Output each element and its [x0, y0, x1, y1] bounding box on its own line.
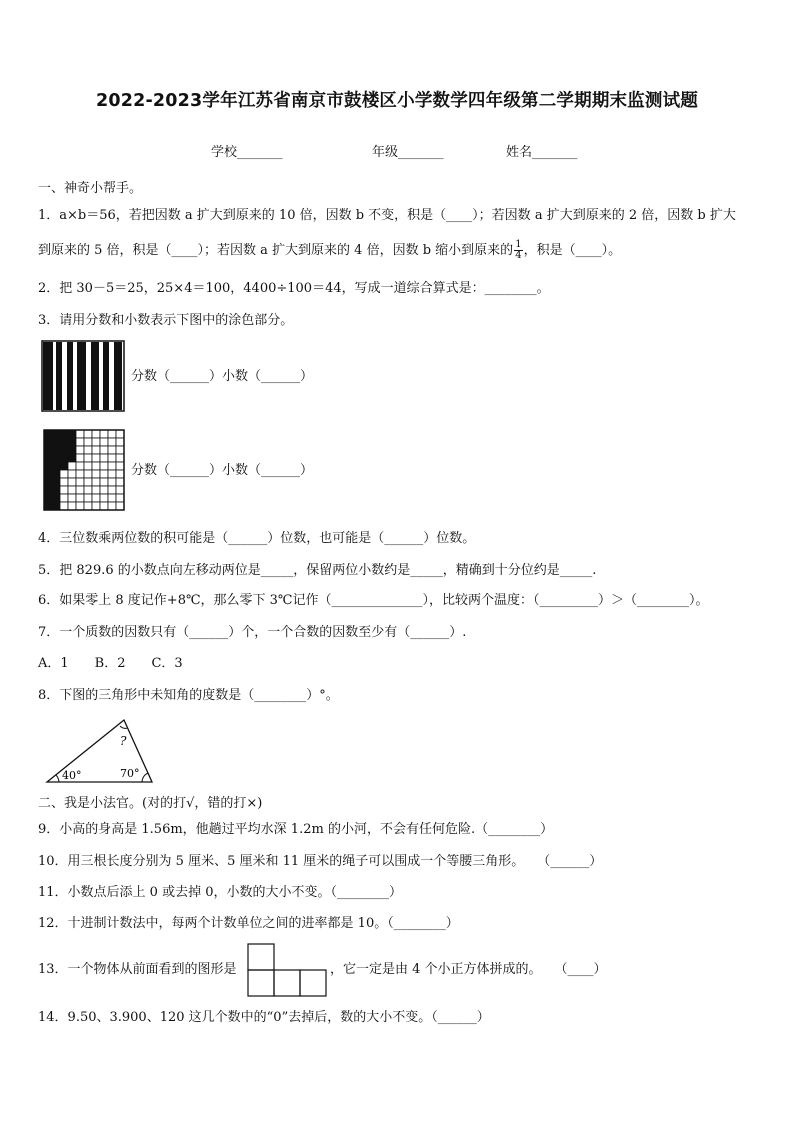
- grid-cell: [92, 446, 100, 454]
- grid-cell: [100, 454, 108, 462]
- view-cell: [300, 970, 326, 996]
- shaded-grid-cell: [60, 462, 68, 470]
- school-field: 学校_______: [211, 145, 283, 160]
- grid-cell: [68, 462, 76, 470]
- shaded-grid-cell: [44, 486, 52, 494]
- shaded-grid-cell: [52, 478, 60, 486]
- shaded-grid-cell: [60, 446, 68, 454]
- grid-cell: [116, 438, 124, 446]
- grid-cell: [76, 438, 84, 446]
- grid-cell: [100, 478, 108, 486]
- question-3-figure-2-answer: 分数（______）小数（______）: [131, 463, 314, 478]
- shaded-grid-cell: [44, 462, 52, 470]
- left-angle-arc: [56, 775, 59, 782]
- shaded-stripe: [114, 342, 122, 410]
- question-1-line-2: [38, 240, 621, 261]
- grid-cell: [68, 502, 76, 510]
- grid-cell: [108, 438, 116, 446]
- question-2: 2．把 30－5＝25，25×4＝100，4400÷100＝44，写成一道综合算式是：________。: [38, 281, 550, 296]
- grid-cell: [92, 502, 100, 510]
- grid-cell: [84, 446, 92, 454]
- grade-field: 年级_______: [372, 145, 444, 160]
- grid-cell: [60, 502, 68, 510]
- grid-cell: [84, 430, 92, 438]
- question-1-line-2b: ，积是（____）。: [523, 243, 622, 258]
- grid-cell: [68, 470, 76, 478]
- shaded-grid-cell: [44, 430, 52, 438]
- grid-cell: [116, 494, 124, 502]
- grid-cell: [100, 462, 108, 470]
- grid-cell: [76, 486, 84, 494]
- grid-cell: [108, 454, 116, 462]
- question-5: 5．把 829.6 的小数点向左移动两位是_____，保留两位小数约是_____，精确到十分位约是_____.: [38, 563, 597, 578]
- grid-cell: [68, 494, 76, 502]
- grid-cell: [92, 438, 100, 446]
- grid-cell: [100, 438, 108, 446]
- question-10: 10．用三根长度分别为 5 厘米、5 厘米和 11 厘米的绳子可以围成一个等腰三角形。 （______）: [38, 854, 603, 869]
- shaded-grid-cell: [52, 438, 60, 446]
- view-cell: [248, 970, 274, 996]
- fraction-numerator: 1: [515, 239, 522, 250]
- angle-70-label: 70°: [120, 767, 140, 780]
- question-7: 7．一个质数的因数只有（______）个，一个合数的因数至少有（______）.: [38, 625, 467, 640]
- grid-cell: [76, 502, 84, 510]
- shaded-grid-cell: [44, 454, 52, 462]
- grid-cell: [84, 462, 92, 470]
- shaded-grid-cell: [52, 446, 60, 454]
- grid-cell: [84, 494, 92, 502]
- question-4: 4．三位数乘两位数的积可能是（______）位数，也可能是（______）位数。: [38, 531, 476, 546]
- shaded-grid-cell: [52, 502, 60, 510]
- grid-cell: [100, 486, 108, 494]
- grid-cell: [92, 494, 100, 502]
- striped-rectangle-figure: [41, 340, 125, 412]
- shaded-grid-cell: [60, 438, 68, 446]
- question-13-part-b: ，它一定是由 4 个小正方体拼成的。 （____）: [330, 962, 607, 977]
- fraction-denominator: 4: [515, 250, 522, 261]
- grid-cell: [108, 470, 116, 478]
- grid-cell: [116, 446, 124, 454]
- shaded-grid-cell: [52, 462, 60, 470]
- question-8: 8．下图的三角形中未知角的度数是（________）°。: [38, 688, 339, 703]
- grid-cell: [84, 454, 92, 462]
- grid-cell: [60, 486, 68, 494]
- grid-cell: [84, 438, 92, 446]
- shaded-grid-cell: [52, 454, 60, 462]
- grid-cell: [116, 430, 124, 438]
- question-6: 6．如果零上 8 度记作+8℃，那么零下 3℃记作（______________），比较两个温度：（_________）＞（________）。: [38, 593, 709, 608]
- section-2-heading: 二、我是小法官。(对的打√，错的打×): [38, 796, 263, 811]
- grid-cells: [44, 430, 124, 510]
- unknown-angle-label: ?: [120, 734, 127, 748]
- grid-cell: [60, 478, 68, 486]
- grid-cell: [108, 462, 116, 470]
- grid-cell: [76, 446, 84, 454]
- grid-cell: [116, 486, 124, 494]
- question-7-options: A．1 B．2 C．3: [38, 656, 183, 671]
- grid-cell: [76, 478, 84, 486]
- question-14: 14．9.50、3.900、120 这几个数中的“0”去掉后，数的大小不变。（______）: [38, 1010, 490, 1025]
- shaded-grid-cell: [60, 430, 68, 438]
- grid-cell: [84, 478, 92, 486]
- fraction-one-quarter: [514, 240, 522, 261]
- grid-cell: [116, 462, 124, 470]
- shaded-grid-cell: [52, 486, 60, 494]
- grid-cell: [108, 502, 116, 510]
- shaded-stripe: [91, 342, 99, 410]
- question-1-line-1: 1．a×b＝56，若把因数 a 扩大到原来的 10 倍，因数 b 不变，积是（____）；若因数 a 扩大到原来的 2 倍，因数 b 扩大: [38, 208, 736, 223]
- grid-cell: [68, 486, 76, 494]
- grid-cell: [76, 470, 84, 478]
- section-1-heading: 一、神奇小帮手。: [38, 181, 143, 196]
- grid-cell: [116, 478, 124, 486]
- grid-cell: [108, 430, 116, 438]
- question-11: 11．小数点后添上 0 或去掉 0，小数的大小不变。（________）: [38, 885, 402, 900]
- grid-cell: [84, 486, 92, 494]
- grid-cell: [92, 486, 100, 494]
- front-view-shape: [247, 943, 329, 997]
- grid-cell: [84, 470, 92, 478]
- page-title: 2022-2023学年江苏省南京市鼓楼区小学数学四年级第二学期期末监测试题: [95, 91, 699, 111]
- angle-40-label: 40°: [62, 769, 82, 782]
- question-3-figure-1-answer: 分数（______）小数（______）: [131, 369, 314, 384]
- shaded-grid-cell: [44, 470, 52, 478]
- grid-cell: [100, 502, 108, 510]
- view-cell: [274, 970, 300, 996]
- grid-cell: [92, 470, 100, 478]
- grid-cell: [100, 494, 108, 502]
- question-12: 12．十进制计数法中，每两个计数单位之间的进率都是 10。（________）: [38, 916, 459, 931]
- question-9: 9．小高的身高是 1.56m，他趟过平均水深 1.2m 的小河，不会有任何危险.（________）: [38, 822, 554, 837]
- shaded-grid-cell: [44, 446, 52, 454]
- grid-cell: [76, 454, 84, 462]
- grid-cell: [84, 502, 92, 510]
- right-angle-arc: [142, 773, 148, 782]
- shaded-grid-cell: [68, 430, 76, 438]
- grid-cell: [76, 430, 84, 438]
- grid-cell: [92, 430, 100, 438]
- shaded-grid-cell: [44, 494, 52, 502]
- grid-cell: [108, 478, 116, 486]
- shaded-grid-cell: [68, 454, 76, 462]
- grid-cell: [100, 470, 108, 478]
- shaded-stripe: [67, 342, 73, 410]
- grid-cell: [116, 470, 124, 478]
- shaded-grid-cell: [60, 454, 68, 462]
- shaded-stripe: [43, 342, 53, 410]
- shaded-grid-cell: [44, 502, 52, 510]
- shaded-stripe: [103, 342, 109, 410]
- grid-cell: [108, 446, 116, 454]
- view-cell: [248, 944, 274, 970]
- shaded-stripe: [77, 342, 86, 410]
- grid-cell: [76, 462, 84, 470]
- shaded-grid-cell: [52, 430, 60, 438]
- grid-cell: [92, 462, 100, 470]
- shaded-stripe: [56, 342, 62, 410]
- grid-cell: [76, 494, 84, 502]
- grid-cell: [116, 454, 124, 462]
- shaded-grid-cell: [68, 438, 76, 446]
- shaded-grid-cell: [52, 494, 60, 502]
- triangle-figure: [44, 716, 156, 786]
- grid-cell: [60, 470, 68, 478]
- shaded-grid-cell: [44, 438, 52, 446]
- grid-cell: [68, 478, 76, 486]
- question-13-part-a: 13．一个物体从前面看到的图形是: [38, 962, 237, 977]
- shaded-grid-cell: [44, 478, 52, 486]
- grid-cell: [100, 446, 108, 454]
- grid-cell: [92, 478, 100, 486]
- grid-cell: [60, 494, 68, 502]
- grid-cell: [92, 454, 100, 462]
- shaded-grid-cell: [68, 446, 76, 454]
- grid-cell: [108, 494, 116, 502]
- question-3: 3．请用分数和小数表示下图中的涂色部分。: [38, 313, 294, 328]
- grid-cell: [116, 502, 124, 510]
- question-1-line-2a: 到原来的 5 倍，积是（____）；若因数 a 扩大到原来的 4 倍，因数 b 缩小到原来的: [38, 243, 514, 258]
- grid-cell: [100, 430, 108, 438]
- shaded-grid-cell: [52, 470, 60, 478]
- grid-cell: [108, 486, 116, 494]
- hundred-grid-figure: [43, 429, 126, 512]
- name-field: 姓名_______: [506, 145, 578, 160]
